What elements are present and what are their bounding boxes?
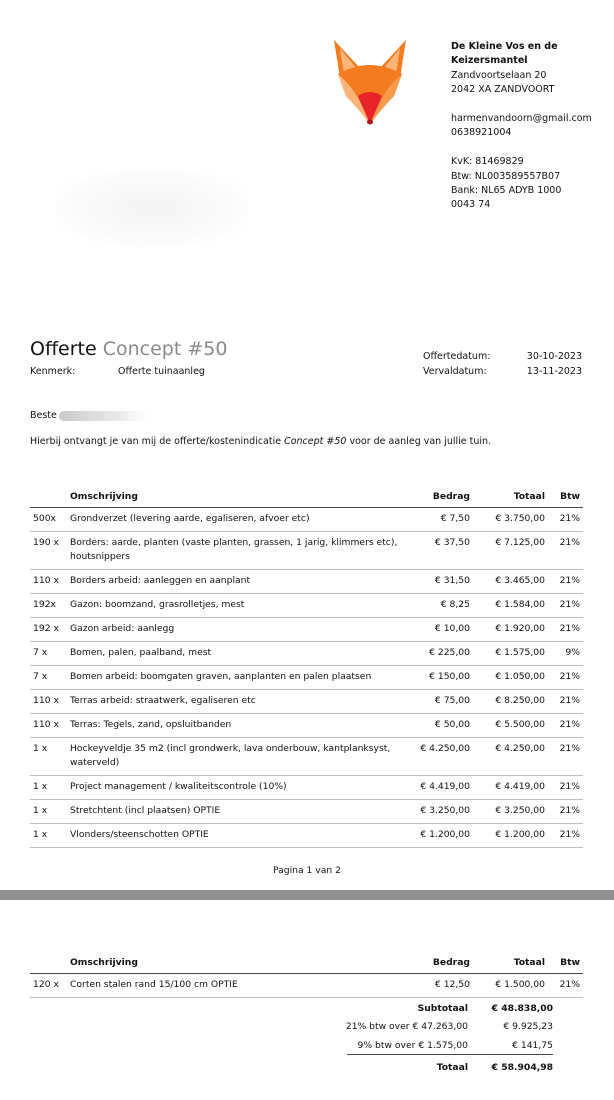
item-total: € 3.750,00 (473, 508, 548, 532)
greeting (30, 410, 149, 421)
line-items-table (30, 953, 583, 998)
item-description: Hockeyveldje 35 m2 (incl grondwerk, lava onderbouw, kantplanksyst, waterveld) (67, 738, 405, 776)
item-amount: € 150,00 (405, 666, 473, 690)
item-vat: 21% (548, 776, 583, 800)
item-amount: € 3.250,00 (405, 800, 473, 824)
company-phone: 0638921004 (451, 127, 512, 139)
table-row (30, 570, 583, 594)
item-description: Stretchtent (incl plaatsen) OPTIE (67, 800, 405, 824)
item-vat: 21% (548, 570, 583, 594)
kenmerk-label: Kenmerk: (30, 366, 76, 377)
vat9-value: € 141,75 (512, 1039, 553, 1051)
item-vat: 9% (548, 642, 583, 666)
table-row (30, 666, 583, 690)
table-row (30, 618, 583, 642)
item-amount: € 10,00 (405, 618, 473, 642)
table-row (30, 738, 583, 776)
item-amount: € 50,00 (405, 714, 473, 738)
table-row (30, 594, 583, 618)
quote-date-value: 30-10-2023 (526, 351, 582, 362)
company-city: 2042 XA ZANDVOORT (451, 84, 555, 96)
header-total: Totaal (473, 953, 548, 974)
table-header-row (30, 953, 583, 974)
kenmerk-value: Offerte tuinaanleg (118, 366, 205, 377)
item-total: € 1.200,00 (473, 824, 548, 848)
table-row (30, 690, 583, 714)
item-total: € 4.419,00 (473, 776, 548, 800)
item-quantity: 1 x (30, 824, 67, 848)
item-amount: € 31,50 (405, 570, 473, 594)
table-row (30, 508, 583, 532)
greeting-text: Beste (30, 410, 57, 421)
item-vat: 21% (548, 824, 583, 848)
table-row (30, 800, 583, 824)
item-total: € 3.465,00 (473, 570, 548, 594)
table-row (30, 532, 583, 570)
item-description: Bomen arbeid: boomgaten graven, aanplanten en palen plaatsen (67, 666, 405, 690)
company-name: De Kleine Vos en de (451, 41, 558, 52)
item-description: Gazon arbeid: aanlegg (67, 618, 405, 642)
header-description: Omschrijving (67, 487, 405, 508)
item-amount: € 12,50 (405, 974, 473, 998)
table-row (30, 824, 583, 848)
item-quantity: 110 x (30, 690, 67, 714)
item-description: Terras: Tegels, zand, opsluitbanden (67, 714, 405, 738)
item-total: € 5.500,00 (473, 714, 548, 738)
item-quantity: 192x (30, 594, 67, 618)
vat21-row (300, 1018, 553, 1037)
table-row (30, 776, 583, 800)
vat9-row (300, 1036, 553, 1055)
item-vat: 21% (548, 714, 583, 738)
item-vat: 21% (548, 666, 583, 690)
company-name-2: Keizersmantel (451, 55, 528, 67)
item-amount: € 4.250,00 (405, 738, 473, 776)
item-description: Grondverzet (levering aarde, egaliseren, afvoer etc) (67, 508, 405, 532)
item-quantity: 110 x (30, 570, 67, 594)
document-page-2 (0, 900, 614, 1100)
item-quantity: 190 x (30, 532, 67, 570)
item-vat: 21% (548, 594, 583, 618)
vat21-value: € 9.925,23 (503, 1021, 553, 1033)
item-description: Gazon: boomzand, grasrolletjes, mest (67, 594, 405, 618)
item-vat: 21% (548, 618, 583, 642)
item-amount: € 1.200,00 (405, 824, 473, 848)
item-amount: € 7,50 (405, 508, 473, 532)
table-row (30, 714, 583, 738)
item-quantity: 500x (30, 508, 67, 532)
subtotal-row (300, 999, 553, 1018)
item-description: Corten stalen rand 15/100 cm OPTIE (67, 974, 405, 998)
expiry-date-label: Vervaldatum: (423, 366, 487, 377)
item-total: € 8.250,00 (473, 690, 548, 714)
intro-text (30, 436, 491, 447)
company-bank-2: 0043 74 (451, 199, 491, 211)
company-btw: Btw: NL003589557B07 (451, 170, 561, 182)
line-items-table (30, 487, 583, 848)
vat9-label: 9% btw over € 1.575,00 (357, 1039, 468, 1051)
company-bank: Bank: NL65 ADYB 1000 (451, 185, 562, 197)
item-amount: € 4.419,00 (405, 776, 473, 800)
company-email: harmenvandoorn@gmail.com (451, 113, 592, 125)
grand-total-value: € 58.904,98 (491, 1061, 553, 1073)
item-total: € 3.250,00 (473, 800, 548, 824)
header-vat: Btw (548, 487, 583, 508)
company-kvk: KvK: 81469829 (451, 156, 524, 168)
totals-divider (347, 1054, 553, 1055)
item-quantity: 110 x (30, 714, 67, 738)
table-row (30, 974, 583, 998)
item-total: € 1.050,00 (473, 666, 548, 690)
item-quantity: 1 x (30, 800, 67, 824)
item-total: € 1.500,00 (473, 974, 548, 998)
item-quantity: 7 x (30, 666, 67, 690)
intro-text-part: voor de aanleg van jullie tuin. (346, 436, 492, 447)
item-amount: € 225,00 (405, 642, 473, 666)
intro-text-part: Hierbij ontvangt je van mij de offerte/kostenindicatie (30, 436, 285, 447)
header-total: Totaal (473, 487, 548, 508)
quote-concept-number: Concept #50 (102, 338, 228, 360)
item-description: Project management / kwaliteitscontrole (10%) (67, 776, 405, 800)
company-street: Zandvoortselaan 20 (451, 69, 547, 81)
item-vat: 21% (548, 532, 583, 570)
intro-concept: Concept #50 (284, 436, 347, 447)
page-separator (0, 890, 614, 900)
item-vat: 21% (548, 738, 583, 776)
company-info (451, 40, 611, 213)
totals-block (300, 999, 553, 1055)
item-total: € 7.125,00 (473, 532, 548, 570)
quote-date-label: Offertedatum: (423, 351, 491, 362)
grand-total-row (300, 1058, 553, 1077)
item-quantity: 1 x (30, 738, 67, 776)
fox-logo-icon (330, 38, 410, 126)
item-amount: € 37,50 (405, 532, 473, 570)
header-vat: Btw (548, 953, 583, 974)
subtotal-value: € 48.838,00 (491, 1002, 553, 1014)
item-total: € 1.575,00 (473, 642, 548, 666)
item-quantity: 120 x (30, 974, 67, 998)
item-amount: € 75,00 (405, 690, 473, 714)
item-quantity: 1 x (30, 776, 67, 800)
redacted-name (59, 411, 149, 421)
grand-total-block (300, 1058, 553, 1077)
subtotal-label: Subtotaal (417, 1002, 468, 1014)
item-total: € 1.920,00 (473, 618, 548, 642)
item-quantity: 7 x (30, 642, 67, 666)
header-amount: Bedrag (405, 487, 473, 508)
item-vat: 21% (548, 800, 583, 824)
item-description: Borders: aarde, planten (vaste planten, grassen, 1 jarig, klimmers etc), houtsnippers (67, 532, 405, 570)
table-row (30, 642, 583, 666)
table-header-row (30, 487, 583, 508)
page-footer: Pagina 1 van 2 (273, 865, 341, 876)
vat21-label: 21% btw over € 47.263,00 (345, 1021, 468, 1033)
item-vat: 21% (548, 974, 583, 998)
item-description: Terras arbeid: straatwerk, egaliseren etc (67, 690, 405, 714)
item-total: € 4.250,00 (473, 738, 548, 776)
expiry-date-value: 13-11-2023 (526, 366, 582, 377)
header-description: Omschrijving (67, 953, 405, 974)
item-description: Vlonders/steenschotten OPTIE (67, 824, 405, 848)
item-amount: € 8,25 (405, 594, 473, 618)
item-quantity: 192 x (30, 618, 67, 642)
header-amount: Bedrag (405, 953, 473, 974)
item-total: € 1.584,00 (473, 594, 548, 618)
redacted-address-block (55, 168, 250, 248)
item-vat: 21% (548, 690, 583, 714)
quote-title-text: Offerte (30, 338, 97, 360)
item-vat: 21% (548, 508, 583, 532)
item-description: Borders arbeid: aanleggen en aanplant (67, 570, 405, 594)
item-description: Bomen, palen, paalband, mest (67, 642, 405, 666)
grand-total-label: Totaal (436, 1061, 468, 1073)
quote-title (30, 338, 227, 360)
